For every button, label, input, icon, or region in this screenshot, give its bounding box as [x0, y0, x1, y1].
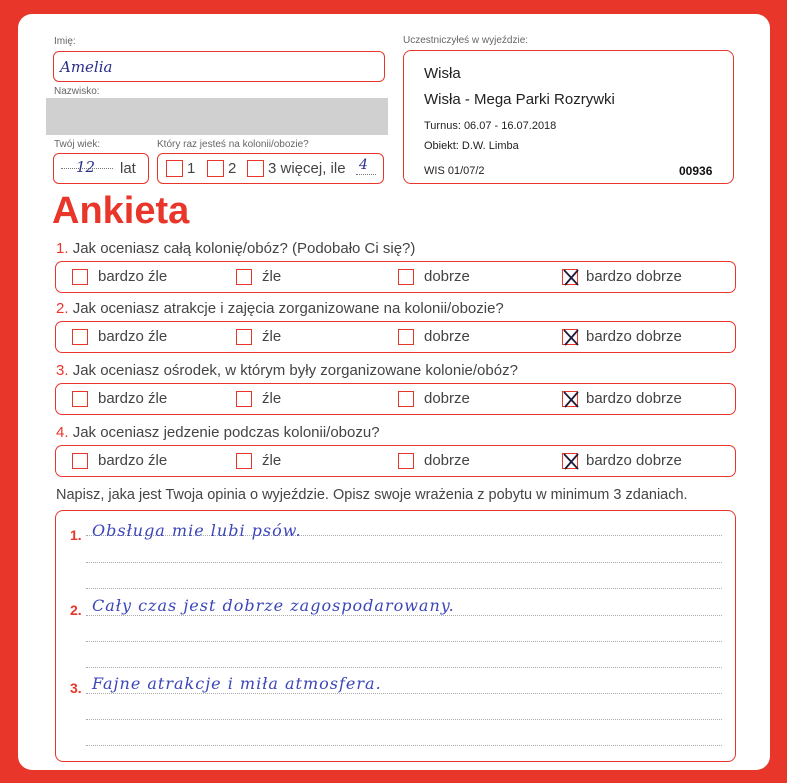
question-text: Jak oceniasz całą kolonię/obóz? (Podobało Ci się?): [72, 240, 416, 257]
rating-checkbox[interactable]: [236, 453, 252, 469]
rating-option-label: bardzo dobrze: [586, 452, 682, 469]
trip-code: WIS 01/07/2: [424, 165, 485, 177]
rating-option-label: źle: [262, 328, 282, 345]
name-label: Imię:: [54, 36, 76, 47]
rating-checkbox[interactable]: [398, 453, 414, 469]
trip-label: Uczestniczyłeś w wyjeździe:: [403, 35, 529, 46]
answer-text: Obsługa mie lubi psów.: [92, 521, 302, 540]
rating-checkbox[interactable]: [72, 453, 88, 469]
age-label: Twój wiek:: [54, 139, 101, 150]
question-number: 1.: [56, 240, 69, 257]
writing-line: [86, 745, 722, 746]
answer-text: Cały czas jest dobrze zagospodarowany.: [92, 596, 455, 615]
age-unit: lat: [120, 160, 136, 177]
age-value: 12: [76, 158, 96, 176]
times-option-2: 2: [228, 160, 237, 177]
rating-checkbox[interactable]: [72, 329, 88, 345]
times-option-1: 1: [187, 160, 196, 177]
rating-checkbox[interactable]: [398, 329, 414, 345]
writing-line: [86, 667, 722, 668]
rating-option-label: bardzo źle: [98, 268, 168, 285]
question-1: [56, 240, 415, 257]
rating-option-label: bardzo źle: [98, 390, 168, 407]
name-field[interactable]: [53, 51, 385, 82]
answer-number: 2.: [70, 602, 82, 618]
redacted-surname: [46, 98, 388, 135]
answer-text: Fajne atrakcje i miła atmosfera.: [92, 674, 382, 693]
rating-option-label: bardzo źle: [98, 452, 168, 469]
rating-option-label: bardzo dobrze: [586, 390, 682, 407]
answer-number: 1.: [70, 527, 82, 543]
times-checkbox-1[interactable]: [166, 160, 183, 177]
rating-option-label: dobrze: [424, 452, 470, 469]
rating-option-label: dobrze: [424, 390, 470, 407]
writing-line: [86, 719, 722, 720]
rating-option-label: bardzo źle: [98, 328, 168, 345]
trip-turnus: Turnus: 06.07 - 16.07.2018: [424, 120, 557, 132]
survey-title: Ankieta: [52, 190, 190, 232]
rating-checkbox[interactable]: [398, 391, 414, 407]
rating-option-label: bardzo dobrze: [586, 268, 682, 285]
rating-checkbox[interactable]: [398, 269, 414, 285]
trip-box: [403, 50, 734, 184]
times-field: [157, 153, 384, 184]
writing-line: [86, 693, 722, 694]
times-dotline: [356, 174, 376, 175]
opinion-prompt: Napisz, jaka jest Twoja opinia o wyjeździe. Opisz swoje wrażenia z pobytu w minimum 3 zdaniach.: [56, 487, 688, 503]
question-number: 4.: [56, 424, 69, 441]
rating-checkbox[interactable]: [236, 269, 252, 285]
times-checkbox-2[interactable]: [207, 160, 224, 177]
checked-x-icon: [562, 328, 580, 346]
trip-city: Wisła: [424, 65, 461, 82]
question-2: [56, 300, 504, 317]
rating-checkbox[interactable]: [72, 391, 88, 407]
rating-option-label: dobrze: [424, 268, 470, 285]
age-field[interactable]: [53, 153, 149, 184]
name-value: Amelia: [60, 58, 113, 76]
writing-line: [86, 588, 722, 589]
question-number: 2.: [56, 300, 69, 317]
rating-checkbox[interactable]: [236, 391, 252, 407]
checked-x-icon: [562, 390, 580, 408]
trip-name: Wisła - Mega Parki Rozrywki: [424, 91, 615, 108]
rating-checkbox[interactable]: [72, 269, 88, 285]
rating-option-label: bardzo dobrze: [586, 328, 682, 345]
question-4: [56, 424, 380, 441]
surname-label: Nazwisko:: [54, 86, 100, 97]
answer-number: 3.: [70, 680, 82, 696]
opinion-box[interactable]: [55, 510, 736, 762]
question-text: Jak oceniasz jedzenie podczas kolonii/obozu?: [72, 424, 380, 441]
question-text: Jak oceniasz atrakcje i zajęcia zorganizowane na kolonii/obozie?: [72, 300, 504, 317]
trip-obiekt: Obiekt: D.W. Limba: [424, 140, 519, 152]
rating-checkbox[interactable]: [236, 329, 252, 345]
checked-x-icon: [562, 452, 580, 470]
question-number: 3.: [56, 362, 69, 379]
trip-number: 00936: [679, 164, 713, 178]
writing-line: [86, 562, 722, 563]
rating-option-label: źle: [262, 452, 282, 469]
rating-option-label: dobrze: [424, 328, 470, 345]
question-3: [56, 362, 518, 379]
checked-x-icon: [562, 268, 580, 286]
times-value: 4: [359, 157, 368, 173]
writing-line: [86, 615, 722, 616]
times-label: Który raz jesteś na kolonii/obozie?: [157, 139, 309, 150]
rating-option-label: źle: [262, 268, 282, 285]
writing-line: [86, 641, 722, 642]
rating-option-label: źle: [262, 390, 282, 407]
times-checkbox-3[interactable]: [247, 160, 264, 177]
question-text: Jak oceniasz ośrodek, w którym były zorganizowane kolonie/obóz?: [72, 362, 518, 379]
times-option-3: 3 więcej, ile: [268, 160, 346, 177]
